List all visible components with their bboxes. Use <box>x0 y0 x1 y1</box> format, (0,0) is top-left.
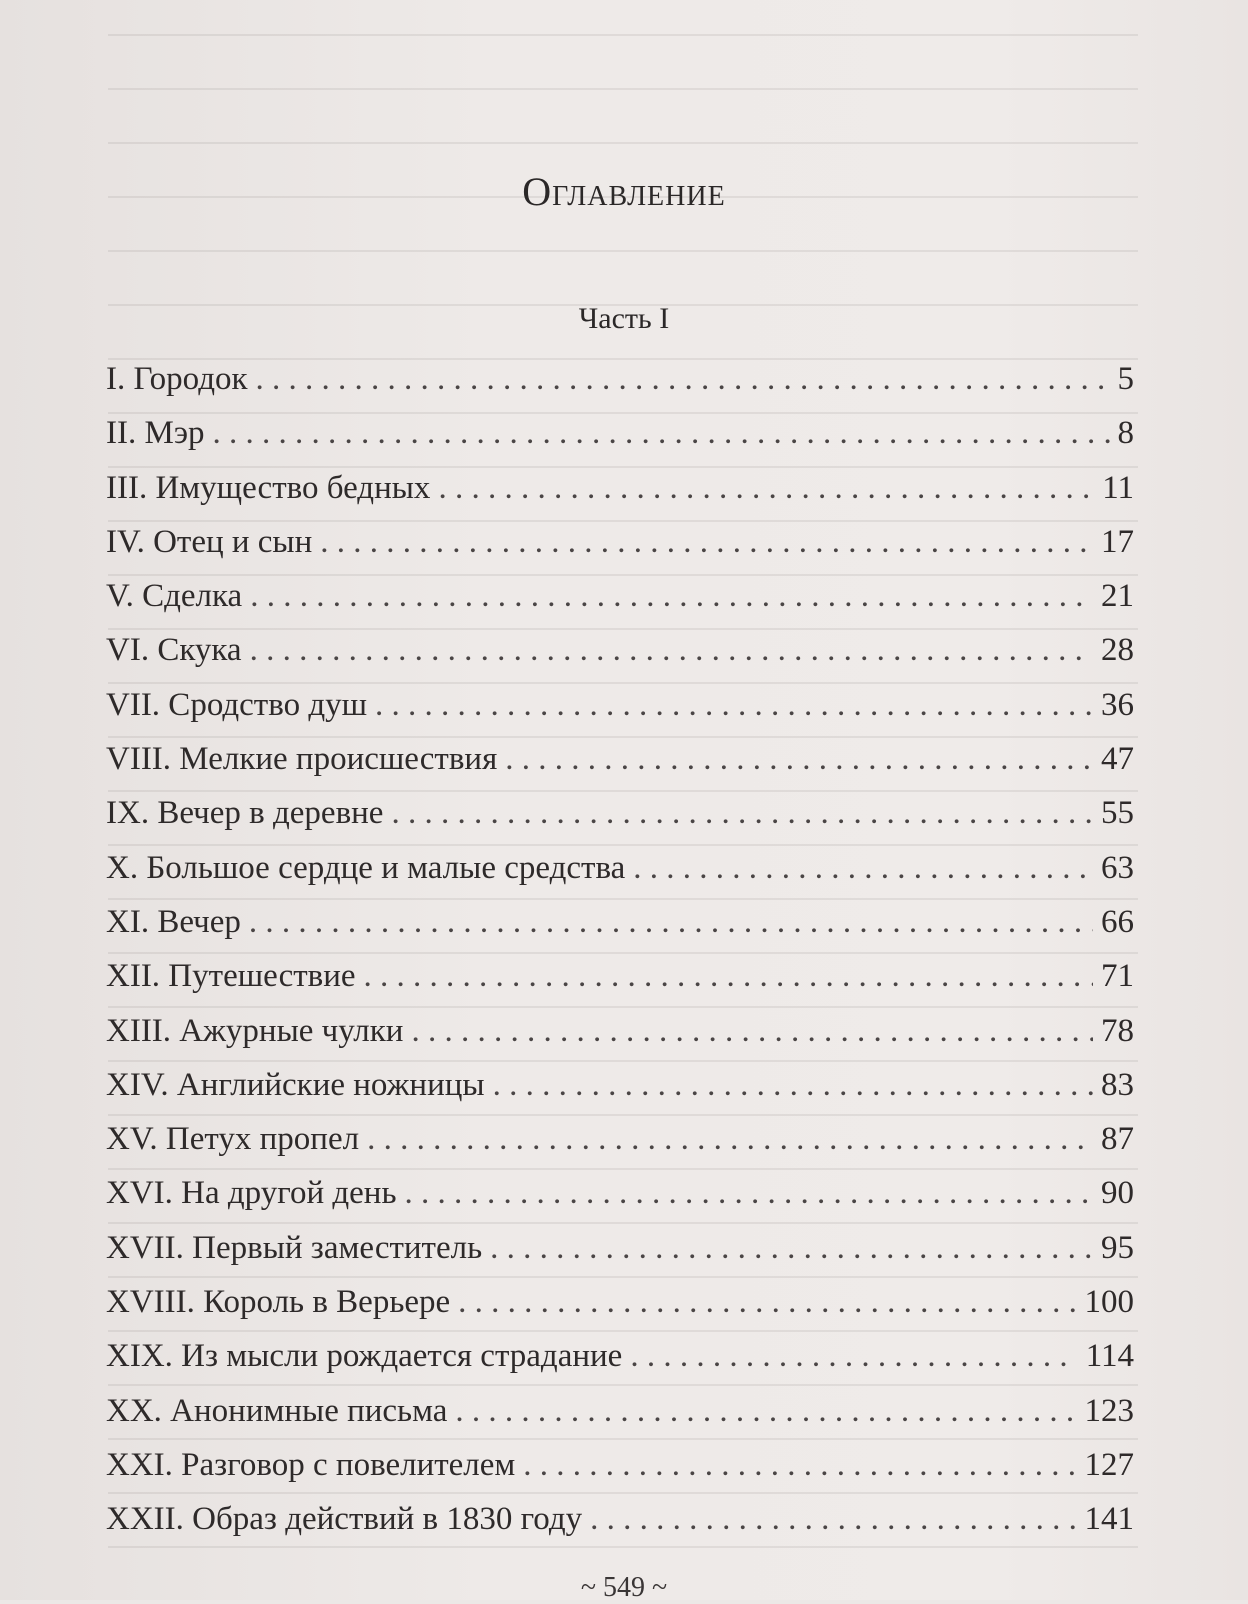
toc-entry <box>106 786 1134 840</box>
dot-leader <box>320 515 1093 569</box>
toc-entry-title: XVI. На другой день <box>106 1175 397 1212</box>
toc-entry-title: XXI. Разговор с повелителем <box>106 1446 516 1483</box>
page-title: Оглавление <box>522 169 726 214</box>
toc-entry-title: III. Имущество бедных <box>106 469 431 506</box>
toc-entry <box>106 461 1134 515</box>
toc-entry-title: XX. Анонимные письма <box>106 1392 448 1429</box>
toc-entry-page: 100 <box>1084 1284 1134 1321</box>
toc-entry <box>106 515 1134 569</box>
toc-entry-title: XIX. Из мысли рождается страдание <box>106 1338 623 1375</box>
toc-entry-page: 55 <box>1101 795 1134 832</box>
dot-leader <box>375 678 1093 732</box>
toc-entry-page: 90 <box>1101 1175 1134 1212</box>
toc-entry <box>106 1166 1134 1220</box>
toc-entry <box>106 1221 1134 1275</box>
toc-entry <box>106 569 1134 623</box>
toc-entry <box>106 1004 1134 1058</box>
toc-entry-title: XVII. Первый заместитель <box>106 1229 483 1266</box>
dot-leader <box>455 1384 1076 1438</box>
toc-entry-title: IX. Вечер в деревне <box>106 795 384 832</box>
dot-leader <box>249 895 1093 949</box>
toc-entry-page: 5 <box>1117 361 1134 397</box>
toc-entry-page: 141 <box>1084 1501 1134 1538</box>
toc-entry-title: XIV. Английские ножницы <box>106 1066 485 1103</box>
toc-entry-page: 21 <box>1101 578 1134 615</box>
toc-entry-title: V. Сделка <box>106 578 243 615</box>
toc-entry-title: II. Мэр <box>106 415 205 452</box>
toc-entry-page: 28 <box>1101 632 1134 669</box>
dot-leader <box>391 786 1093 840</box>
toc-entry-title: XV. Петух пропел <box>106 1121 360 1158</box>
dot-leader <box>250 569 1093 623</box>
toc-entry-page: 36 <box>1101 686 1134 723</box>
table-of-contents <box>106 352 1134 1547</box>
toc-entry <box>106 1384 1134 1438</box>
toc-entry-page: 123 <box>1084 1392 1134 1429</box>
toc-entry-title: XII. Путешествие <box>106 958 356 995</box>
toc-entry-title: IV. Отец и сын <box>106 523 313 560</box>
dot-leader <box>630 1329 1077 1383</box>
toc-entry-page: 71 <box>1101 958 1134 995</box>
dot-leader <box>438 461 1094 515</box>
toc-entry-title: VIII. Мелкие происшествия <box>106 741 498 778</box>
toc-entry-title: I. Городок <box>106 361 248 397</box>
toc-entry-page: 83 <box>1101 1066 1134 1103</box>
toc-entry <box>106 1492 1134 1546</box>
toc-entry <box>106 406 1134 460</box>
dot-leader <box>256 352 1110 406</box>
toc-entry <box>106 732 1134 786</box>
toc-entry-title: XI. Вечер <box>106 903 241 940</box>
toc-entry-page: 87 <box>1101 1121 1134 1158</box>
toc-entry-title: XIII. Ажурные чулки <box>106 1012 404 1049</box>
toc-entry <box>106 895 1134 949</box>
page-number: ~ 549 ~ <box>580 1572 668 1603</box>
toc-entry <box>106 841 1134 895</box>
toc-entry-title: XXII. Образ действий в 1830 году <box>106 1501 583 1538</box>
toc-entry-title: VII. Сродство душ <box>106 686 368 723</box>
dot-leader <box>458 1275 1076 1329</box>
dot-leader <box>493 1058 1093 1112</box>
dot-leader <box>505 732 1093 786</box>
toc-entry-page: 78 <box>1101 1012 1134 1049</box>
toc-entry-page: 17 <box>1101 523 1134 560</box>
toc-entry-title: VI. Скука <box>106 632 242 669</box>
part-heading: Часть I <box>578 302 670 335</box>
toc-entry-page: 11 <box>1102 469 1134 506</box>
toc-entry-title: XVIII. Король в Верьере <box>106 1284 451 1321</box>
dot-leader <box>367 1112 1093 1166</box>
dot-leader <box>212 406 1109 460</box>
toc-entry <box>106 1275 1134 1329</box>
dot-leader <box>405 1166 1093 1220</box>
toc-entry <box>106 1329 1134 1383</box>
toc-entry-page: 95 <box>1101 1229 1134 1266</box>
toc-entry <box>106 1438 1134 1492</box>
toc-entry-title: X. Большое сердце и малые средства <box>106 849 626 886</box>
dot-leader <box>633 841 1093 895</box>
dot-leader <box>250 623 1093 677</box>
toc-entry <box>106 1058 1134 1112</box>
toc-entry <box>106 949 1134 1003</box>
toc-entry <box>106 678 1134 732</box>
toc-entry-page: 8 <box>1117 415 1134 452</box>
toc-entry <box>106 1112 1134 1166</box>
dot-leader <box>411 1004 1093 1058</box>
dot-leader <box>523 1438 1076 1492</box>
toc-entry-page: 114 <box>1085 1338 1134 1375</box>
toc-entry <box>106 352 1134 406</box>
toc-entry-page: 66 <box>1101 903 1134 940</box>
dot-leader <box>490 1221 1093 1275</box>
dot-leader <box>590 1492 1076 1546</box>
toc-entry <box>106 623 1134 677</box>
toc-entry-page: 47 <box>1101 741 1134 778</box>
toc-entry-page: 63 <box>1101 849 1134 886</box>
toc-entry-page: 127 <box>1084 1446 1134 1483</box>
dot-leader <box>364 949 1093 1003</box>
